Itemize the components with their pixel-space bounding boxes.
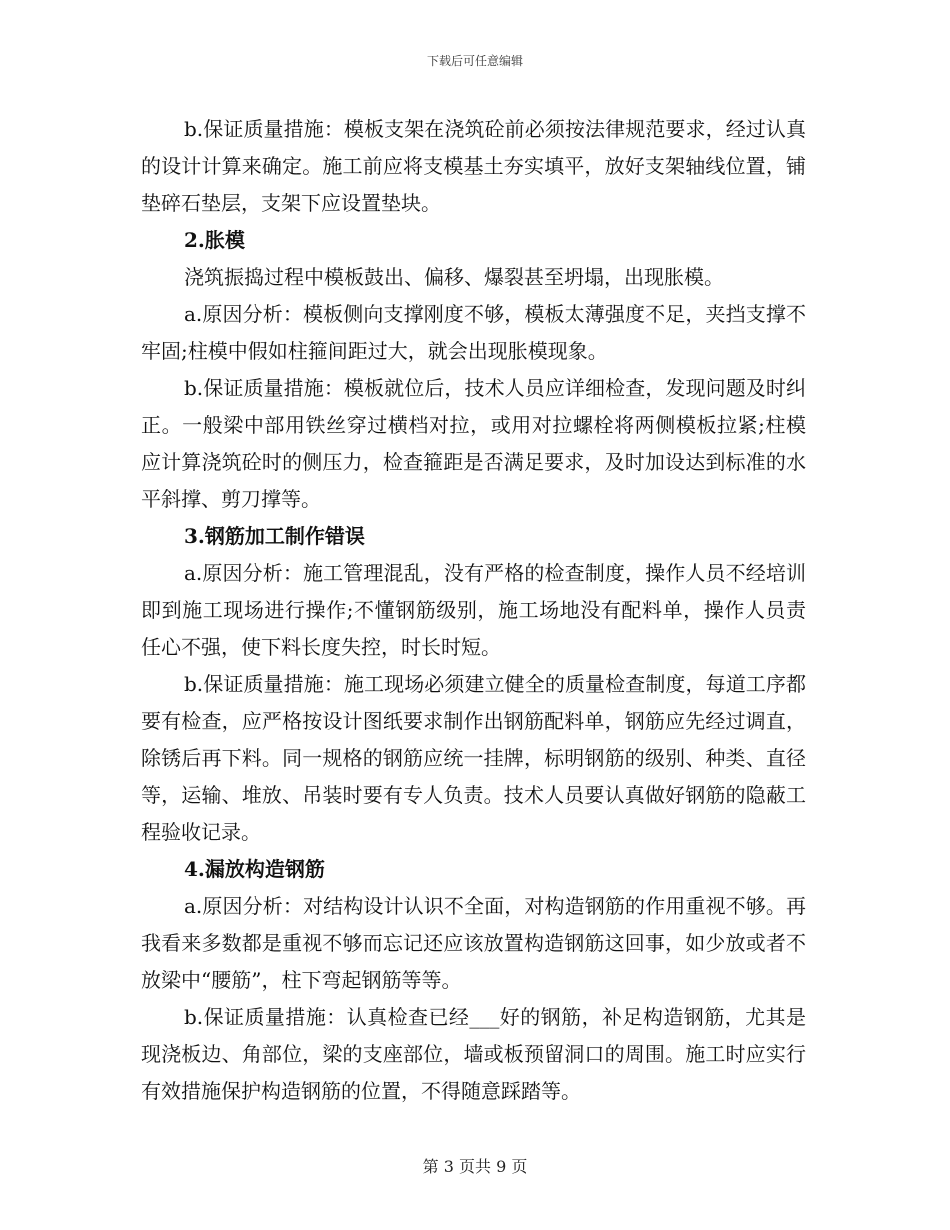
- document-body: [141, 111, 806, 1110]
- paragraph-bulging-measures: b.保证质量措施：模板就位后，技术人员应详细检查，发现问题及时纠正。一般梁中部用铁丝穿过横档对拉，或用对拉螺栓将两侧模板拉紧;柱模应计算浇筑砼时的侧压力，检查箍距是否满足要求，及时加设达到标准的水平斜撑、剪刀撑等。: [141, 376, 806, 511]
- page-footer: 第 3 页共 9 页: [422, 1157, 528, 1176]
- paragraph-bulging-cause: a.原因分析：模板侧向支撑刚度不够，模板太薄强度不足，夹挡支撑不牢固;柱模中假如柱箍间距过大，就会出现胀模现象。: [141, 302, 806, 363]
- paragraph-rebar-measures: b.保证质量措施：施工现场必须建立健全的质量检查制度，每道工序都要有检查，应严格按设计图纸要求制作出钢筋配料单，钢筋应先经过调直，除锈后再下料。同一规格的钢筋应统一挂牌，标明钢筋的级别、种类、直径等，运输、堆放、吊装时要有专人负责。技术人员要认真做好钢筋的隐蔽工程验收记录。: [141, 672, 806, 844]
- paragraph-missing-rebar-measures: b.保证质量措施：认真检查已经___好的钢筋，补足构造钢筋，尤其是现浇板边、角部位，梁的支座部位，墙或板预留洞口的周围。施工时应实行有效措施保护构造钢筋的位置，不得随意踩踏等。: [141, 1005, 806, 1103]
- section-heading-missing-rebar: 4.漏放构造钢筋: [184, 857, 325, 881]
- section-heading-bulging: 2.胀模: [184, 228, 245, 252]
- page-header: 下载后可任意编辑: [426, 54, 523, 68]
- paragraph-rebar-cause: a.原因分析：施工管理混乱，没有严格的检查制度，操作人员不经培训即到施工现场进行操作;不懂钢筋级别，施工场地没有配料单，操作人员责任心不强，使下料长度失控，时长时短。: [141, 561, 806, 659]
- section-heading-rebar-fabrication: 3.钢筋加工制作错误: [184, 524, 365, 548]
- paragraph-bulging-description: 浇筑振捣过程中模板鼓出、偏移、爆裂甚至坍塌，出现胀模。: [184, 265, 724, 289]
- paragraph-missing-rebar-cause: a.原因分析：对结构设计认识不全面，对构造钢筋的作用重视不够。再我看来多数都是重视不够而忘记还应该放置构造钢筋这回事，如少放或者不放梁中“腰筋”，柱下弯起钢筋等等。: [141, 894, 806, 992]
- paragraph-support-measures: b.保证质量措施：模板支架在浇筑砼前必须按法律规范要求，经过认真的设计计算来确定。施工前应将支模基土夯实填平，放好支架轴线位置，铺垫碎石垫层，支架下应设置垫块。: [141, 117, 806, 215]
